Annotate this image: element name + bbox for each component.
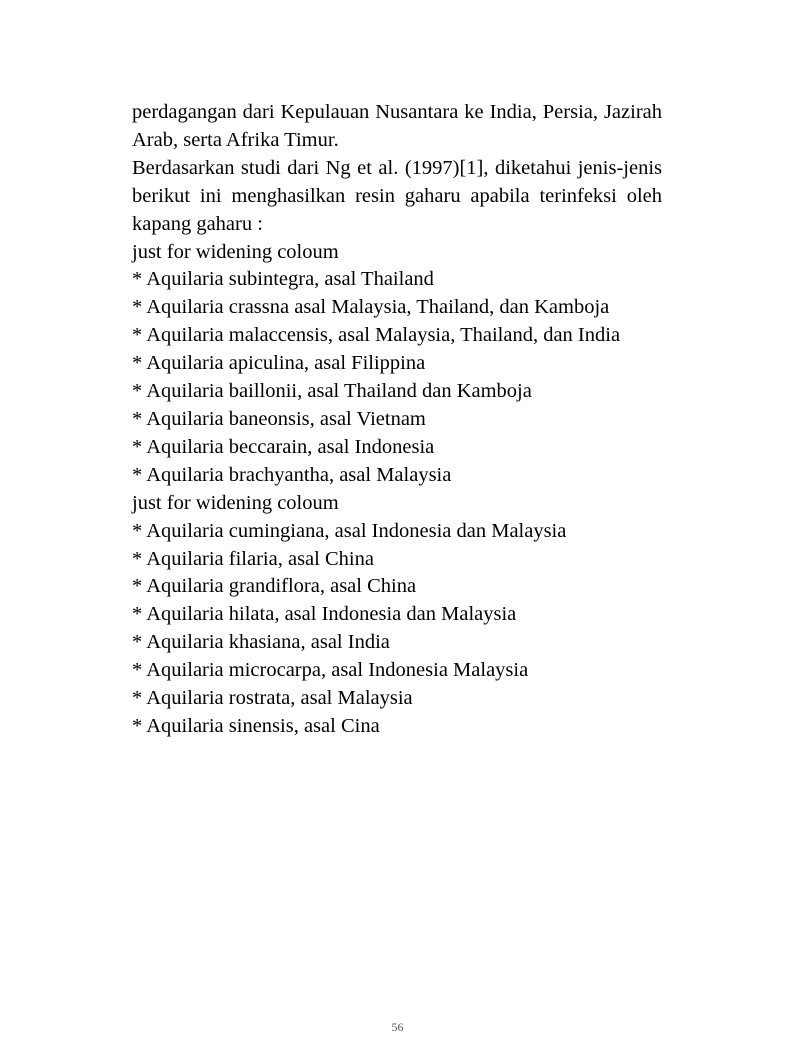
list-item: * Aquilaria cumingiana, asal Indonesia dan Malaysia [132,519,567,542]
document-body [132,99,662,741]
paragraph-study-intro: Berdasarkan studi dari Ng et al. (1997)[1], diketahui jenis-jenis berikut ini menghasilkan resin gaharu apabila terinfeksi oleh kapang gaharu : [132,156,662,235]
list-item: * Aquilaria rostrata, asal Malaysia [132,687,413,710]
page-number: 56 [391,1020,404,1034]
list-heading: just for widening coloum [132,491,339,514]
list-item: * Aquilaria crassna asal Malaysia, Thailand, dan Kamboja [132,296,610,319]
list-item: * Aquilaria brachyantha, asal Malaysia [132,463,452,486]
list-item: * Aquilaria baillonii, asal Thailand dan Kamboja [132,380,532,403]
list-item: * Aquilaria malaccensis, asal Malaysia, Thailand, dan India [132,324,621,347]
list-item: * Aquilaria grandiflora, asal China [132,575,417,598]
list-item: * Aquilaria apiculina, asal Filippina [132,352,426,375]
list-item: * Aquilaria baneonsis, asal Vietnam [132,407,426,430]
list-item: * Aquilaria microcarpa, asal Indonesia Malaysia [132,659,529,682]
list-item: * Aquilaria beccarain, asal Indonesia [132,435,435,458]
list-item: * Aquilaria subintegra, asal Thailand [132,268,434,291]
list-item: * Aquilaria hilata, asal Indonesia dan Malaysia [132,603,517,626]
list-item: * Aquilaria sinensis, asal Cina [132,714,380,737]
list-item: * Aquilaria khasiana, asal India [132,631,390,654]
paragraph-trade-route: perdagangan dari Kepulauan Nusantara ke India, Persia, Jazirah Arab, serta Afrika Timur. [132,101,662,151]
list-heading: just for widening coloum [132,240,339,263]
list-item: * Aquilaria filaria, asal China [132,547,374,570]
